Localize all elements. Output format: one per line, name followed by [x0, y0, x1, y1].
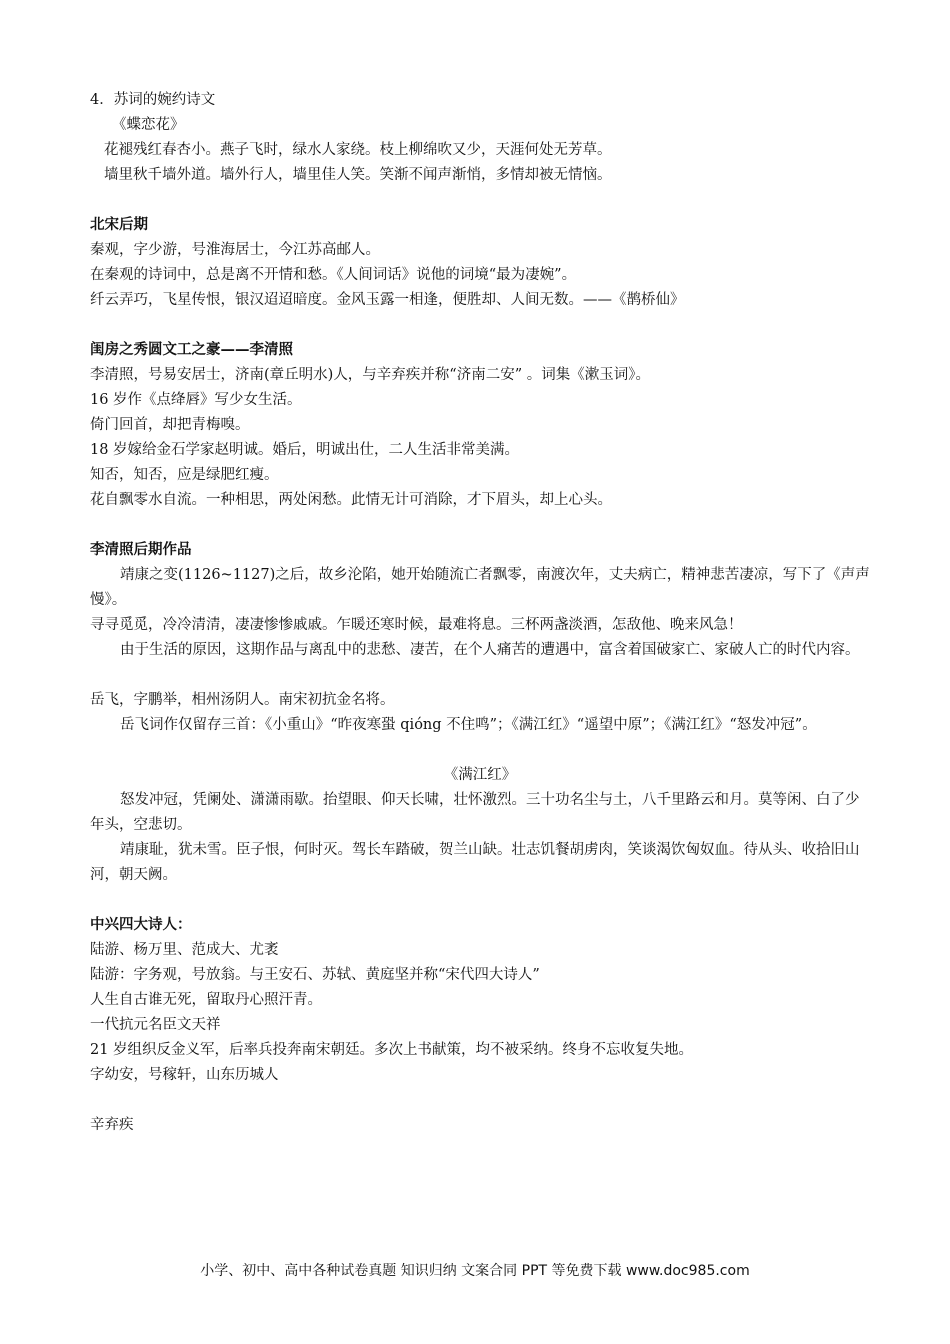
section-heading: 中兴四大诗人： — [90, 917, 192, 933]
poem-line: 墙里秋千墙外道。墙外行人，墙里佳人笑。笑渐不闻声渐悄，多情却被无情恼。 — [104, 167, 612, 183]
section-li-qingzhao — [90, 338, 870, 513]
text-line: 18 岁嫁给金石学家赵明诚。婚后，明诚出仕，二人生活非常美满。 — [90, 442, 520, 458]
text-line: 一代抗元名臣文天祥 — [90, 1017, 221, 1033]
section-yue-fei — [90, 688, 870, 888]
section-li-qingzhao-late — [90, 538, 870, 663]
text-line: 辛弃疾 — [90, 1117, 134, 1133]
text-line: 人生自古谁无死，留取丹心照汗青。 — [90, 992, 322, 1008]
text-line: 字幼安，号稼轩，山东历城人 — [90, 1067, 279, 1083]
section-heading: 闺房之秀圆文工之豪——李清照 — [90, 342, 293, 358]
paragraph: 由于生活的原因，这期作品与离乱中的悲愁、凄苦，在个人痛苦的遭遇中，富含着国破家亡、家破人亡的时代内容。 — [120, 642, 860, 658]
section-title: 4．苏词的婉约诗文 — [90, 92, 216, 108]
poem-paragraph: 靖康耻，犹未雪。臣子恨，何时灭。驾长车踏破，贺兰山缺。壮志饥餐胡虏肉，笑谈渴饮匈奴血。待从头、收拾旧山河，朝天阙。 — [90, 842, 860, 883]
section-northern-song-late — [90, 213, 870, 313]
text-line: 21 岁组织反金义军，后率兵投奔南宋朝廷。多次上书献策，均不被采纳。终身不忘收复失地。 — [90, 1042, 694, 1058]
text-line: 岳飞，字鹏举，相州汤阴人。南宋初抗金名将。 — [90, 692, 395, 708]
page-footer: 小学、初中、高中各种试卷真题 知识归纳 文案合同 PPT 等免费下载 www.doc985.com — [200, 1263, 750, 1279]
section-heading: 北宋后期 — [90, 217, 148, 233]
text-line: 寻寻觅觅，冷冷清清，凄凄惨惨戚戚。乍暖还寒时候，最难将息。三杯两盏淡酒，怎敌他、晚来风急！ — [90, 617, 743, 633]
text-line: 花自飘零水自流。一种相思，两处闲愁。此情无计可消除，才下眉头，却上心头。 — [90, 492, 612, 508]
document-body — [90, 88, 870, 1138]
section-four-poets — [90, 913, 870, 1138]
text-line: 在秦观的诗词中，总是离不开情和愁。《人间词话》说他的词境“最为凄婉”。 — [90, 267, 577, 283]
text-line: 秦观，字少游，号淮海居士，今江苏高邮人。 — [90, 242, 380, 258]
paragraph: 靖康之变(1126~1127)之后，故乡沦陷，她开始随流亡者飘零，南渡次年，丈夫病亡，精神悲苦凄凉，写下了《声声慢》。 — [90, 567, 870, 608]
section-heading: 李清照后期作品 — [90, 542, 192, 558]
text-line: 陆游：字务观，号放翁。与王安石、苏轼、黄庭坚并称“宋代四大诗人” — [90, 967, 540, 983]
poem-title: 《蝶恋花》 — [112, 117, 185, 133]
poem-line: 花褪残红春杏小。燕子飞时，绿水人家绕。枝上柳绵吹又少，天涯何处无芳草。 — [104, 142, 612, 158]
text-line: 陆游、杨万里、范成大、尤袤 — [90, 942, 279, 958]
text-line: 李清照，号易安居士，济南(章丘明水)人，与辛弃疾并称“济南二安” 。词集《漱玉词》。 — [90, 367, 650, 383]
text-line: 知否，知否，应是绿肥红瘦。 — [90, 467, 279, 483]
poem-title: 《满江红》 — [443, 767, 517, 783]
section-su-shi — [90, 88, 870, 188]
text-line: 倚门回首，却把青梅嗅。 — [90, 417, 250, 433]
text-line: 16 岁作《点绛唇》写少女生活。 — [90, 392, 302, 408]
poem-paragraph: 怒发冲冠，凭阑处、潇潇雨歇。抬望眼、仰天长啸，壮怀激烈。三十功名尘与土，八千里路云和月。莫等闲、白了少年头，空悲切。 — [90, 792, 860, 833]
text-line: 纤云弄巧，飞星传恨，银汉迢迢暗度。金风玉露一相逢，便胜却、人间无数。——《鹊桥仙》 — [90, 292, 685, 308]
paragraph: 岳飞词作仅留存三首：《小重山》“昨夜寒蛩 qióng 不住鸣”；《满江红》“遥望中原”；《满江红》“怒发冲冠”。 — [120, 717, 817, 733]
